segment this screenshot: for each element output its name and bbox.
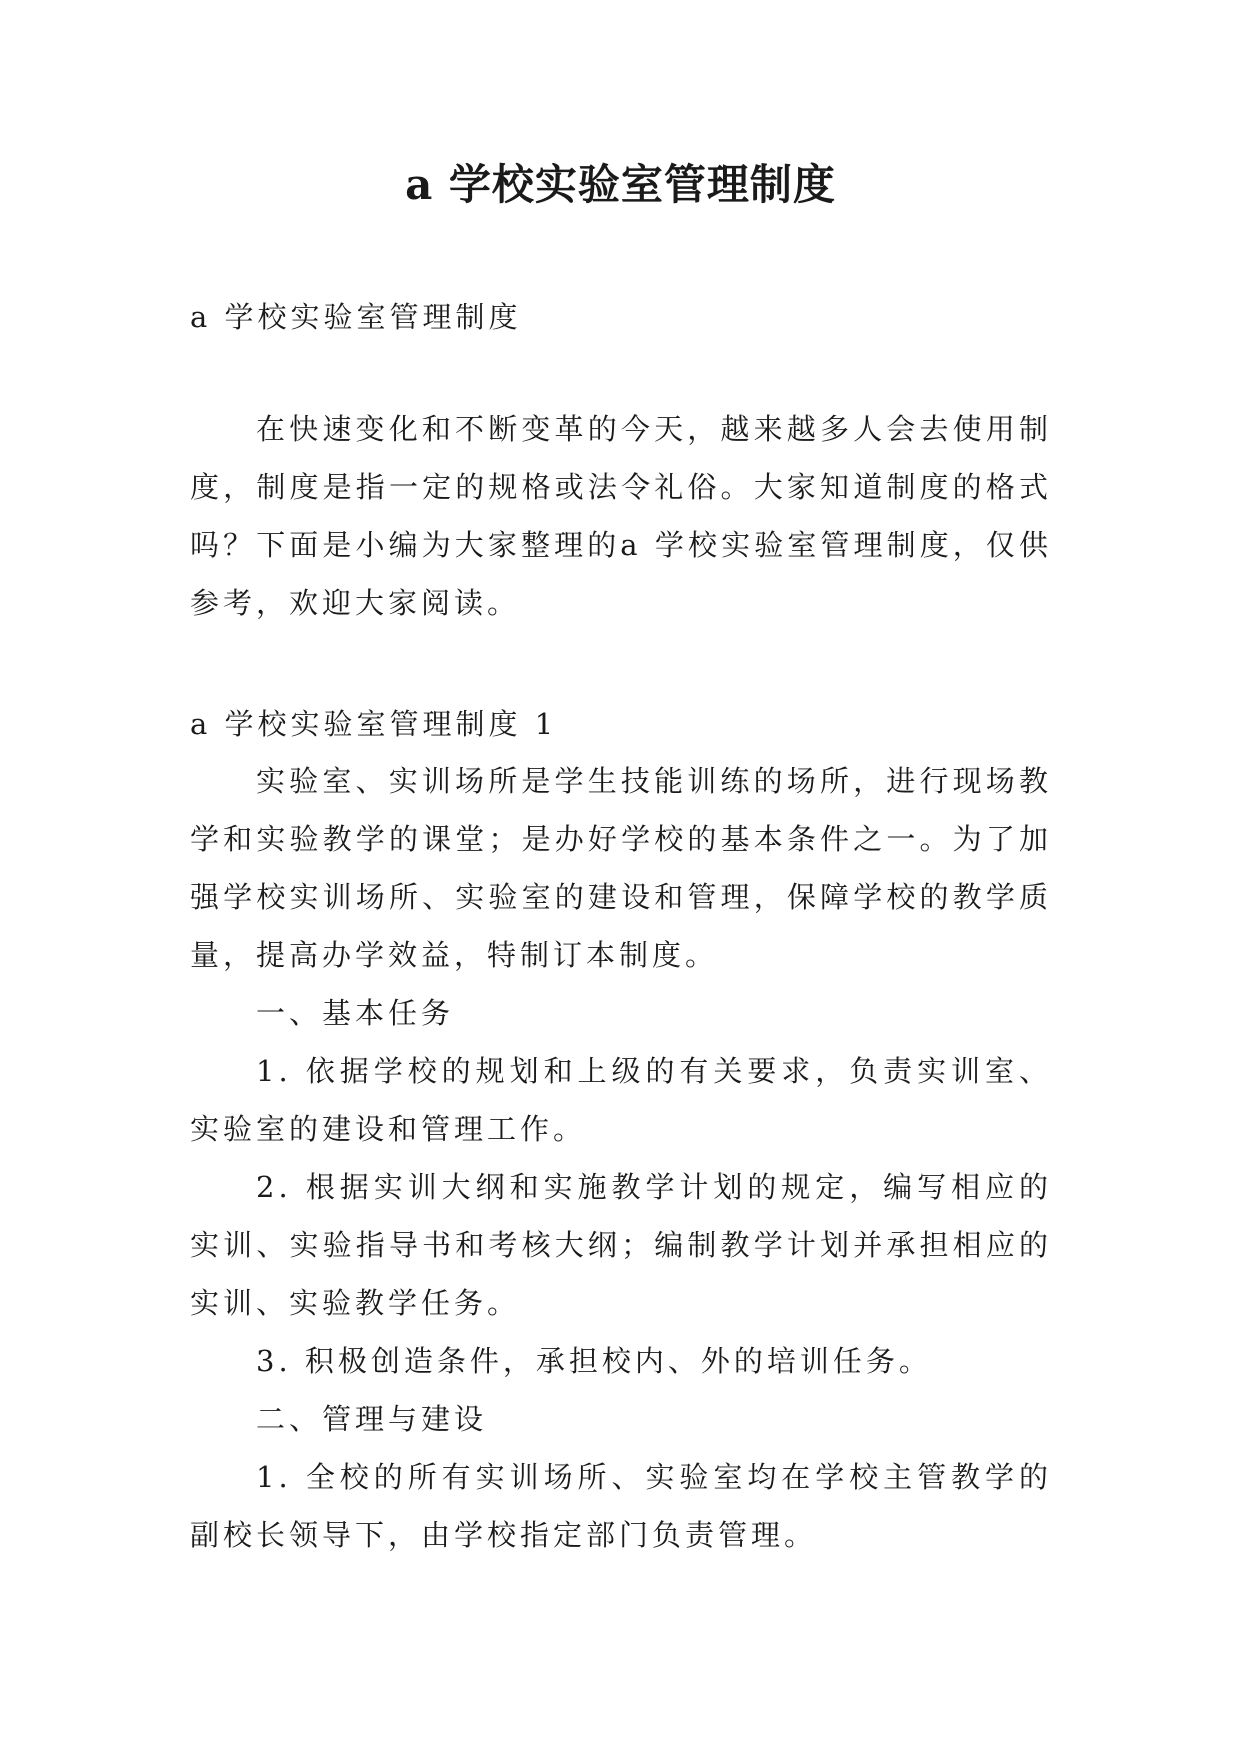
section-heading: a 学校实验室管理制度 1 bbox=[190, 707, 558, 741]
document-title: a 学校实验室管理制度 bbox=[405, 160, 836, 209]
intro-paragraph: 在快速变化和不断变革的今天，越来越多人会去使用制度，制度是指一定的规格或法令礼俗。大家知道制度的格式吗？下面是小编为大家整理的a 学校实验室管理制度，仅供参考，欢迎大家阅读。 bbox=[190, 412, 1052, 620]
list-item-task-2: 2. 根据实训大纲和实施教学计划的规定，编写相应的实训、实验指导书和考核大纲；编制教学计划并承担相应的实训、实验教学任务。 bbox=[190, 1170, 1052, 1320]
document-subtitle: a 学校实验室管理制度 bbox=[190, 300, 522, 334]
section-body bbox=[190, 752, 1052, 1564]
list-item-management-1: 1. 全校的所有实训场所、实验室均在学校主管教学的副校长领导下，由学校指定部门负责管理。 bbox=[190, 1460, 1052, 1552]
heading-management: 二、管理与建设 bbox=[256, 1402, 488, 1436]
list-item-task-3: 3. 积极创造条件，承担校内、外的培训任务。 bbox=[256, 1344, 932, 1378]
list-item-task-1: 1. 依据学校的规划和上级的有关要求，负责实训室、实验室的建设和管理工作。 bbox=[190, 1054, 1052, 1146]
heading-basic-tasks: 一、基本任务 bbox=[256, 996, 455, 1030]
body-paragraph-purpose: 实验室、实训场所是学生技能训练的场所，进行现场教学和实验教学的课堂；是办好学校的基本条件之一。为了加强学校实训场所、实验室的建设和管理，保障学校的教学质量，提高办学效益，特制订本制度。 bbox=[190, 764, 1052, 972]
